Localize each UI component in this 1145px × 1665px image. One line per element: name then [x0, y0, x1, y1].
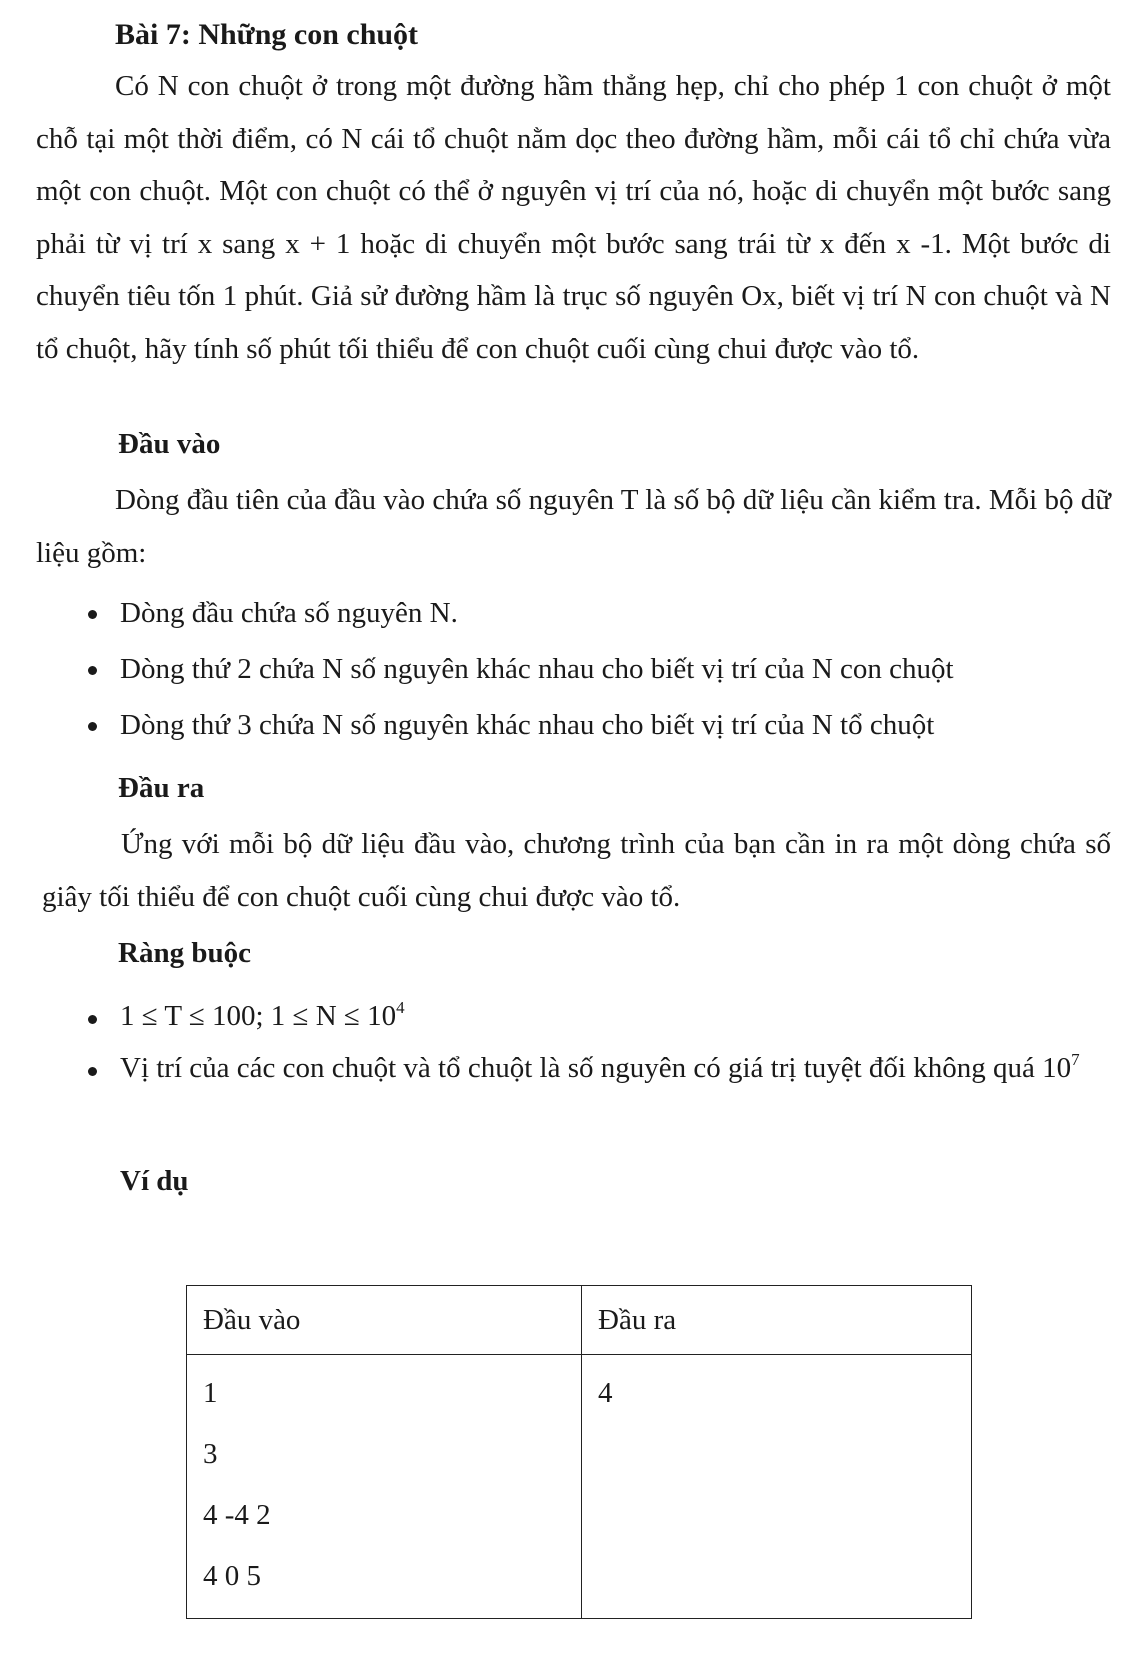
constraint-range-text: 1 ≤ T ≤ 100; 1 ≤ N ≤ 10	[120, 1000, 397, 1032]
example-output-cell	[582, 1355, 972, 1619]
example-heading: Ví dụ	[120, 1165, 189, 1197]
input-bullet-item: Dòng thứ 2 chứa N số nguyên khác nhau cho biết vị trí của N con chuột	[0, 641, 1145, 697]
table-header-row	[187, 1286, 972, 1355]
table-row	[187, 1355, 972, 1619]
constraints-heading: Ràng buộc	[118, 937, 251, 969]
constraint-value-exponent: 7	[1071, 1050, 1080, 1069]
input-bullet-item: Dòng đầu chứa số nguyên N.	[0, 585, 1145, 641]
example-table	[186, 1285, 972, 1619]
input-bullet-list	[0, 585, 1145, 753]
constraint-item	[0, 990, 1145, 1042]
input-description: Dòng đầu tiên của đầu vào chứa số nguyên T là số bộ dữ liệu cần kiểm tra. Mỗi bộ dữ liệu gồm:	[36, 484, 1111, 569]
constraint-value-text: Vị trí của các con chuột và tổ chuột là số nguyên có giá trị tuyệt đối không quá 10	[120, 1052, 1072, 1084]
input-column-header: Đầu vào	[187, 1286, 582, 1355]
example-input-line: 4 0 5	[203, 1560, 261, 1592]
constraints-bullet-list	[0, 990, 1145, 1094]
problem-statement: Có N con chuột ở trong một đường hầm thẳng hẹp, chỉ cho phép 1 con chuột ở một chỗ tại một thời điểm, có N cái tổ chuột nằm dọc theo đường hầm, mỗi cái tổ chỉ chứa vừa một con chuột. Một con chuột có thể ở nguyên vị trí của nó, hoặc di chuyển một bước sang phải từ vị trí x sang x + 1 hoặc di chuyển một bước sang trái từ x đến x -1. Một bước di chuyển tiêu tốn 1 phút. Giả sử đường hầm là trục số nguyên Ox, biết vị trí N con chuột và N tổ chuột, hãy tính số phút tối thiểu để con chuột cuối cùng chui được vào tổ.	[36, 70, 1111, 365]
output-heading: Đầu ra	[118, 772, 205, 804]
input-heading: Đầu vào	[118, 428, 221, 460]
problem-title: Bài 7: Những con chuột	[115, 18, 419, 51]
example-input-line: 4 -4 2	[203, 1499, 271, 1531]
output-column-header: Đầu ra	[582, 1286, 972, 1355]
example-input-line: 1	[203, 1377, 218, 1409]
example-output-line: 4	[598, 1377, 613, 1409]
example-input-cell	[187, 1355, 582, 1619]
output-description: Ứng với mỗi bộ dữ liệu đầu vào, chương trình của bạn cần in ra một dòng chứa số giây tối thiểu để con chuột cuối cùng chui được vào tổ.	[42, 828, 1111, 913]
input-bullet-item: Dòng thứ 3 chứa N số nguyên khác nhau cho biết vị trí của N tổ chuột	[0, 697, 1145, 753]
constraint-range-exponent: 4	[396, 998, 405, 1017]
example-input-line: 3	[203, 1438, 218, 1470]
constraint-item	[0, 1042, 1145, 1094]
